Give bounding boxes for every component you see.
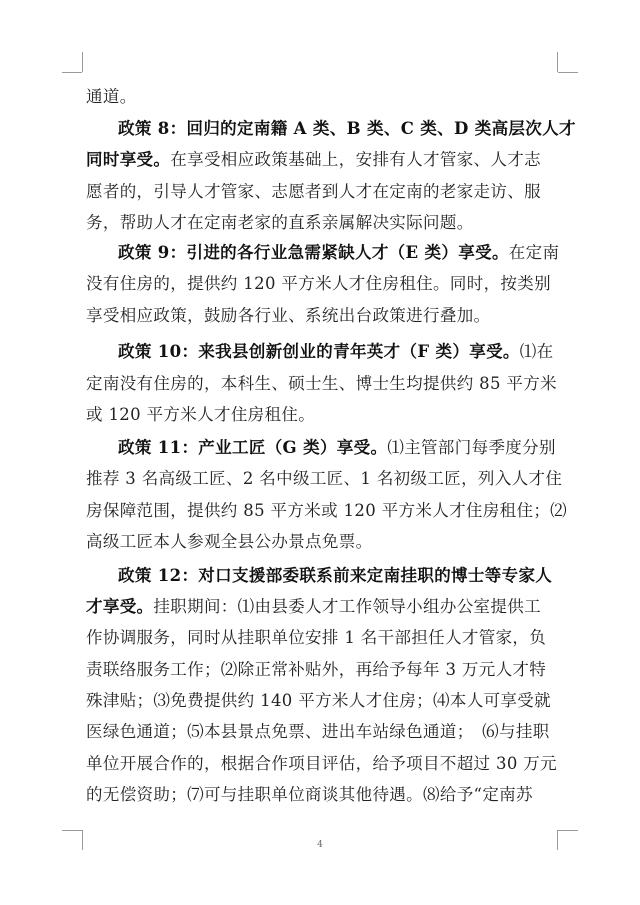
body-text-span: 房保障范围，提供约 85 平方米或 120 平方米人才住房租住；⑵ — [86, 501, 568, 520]
body-text-span: 作协调服务，同时从挂职单位安排 1 名干部担任人才管家，负 — [86, 628, 547, 647]
page-number: 4 — [317, 840, 323, 850]
body-text-span: 单位开展合作的，根据合作项目评估，给予项目不超过 30 万元 — [86, 754, 557, 773]
text-line — [86, 721, 556, 743]
body-text-span: 高级工匠本人参观全县公办景点免票。 — [86, 532, 373, 551]
body-text-span: 责联络服务工作；⑵除正常补贴外，再给予每年 3 万元人才特 — [86, 660, 547, 679]
body-text-span: 通道。 — [86, 87, 137, 106]
crop-mark-bottom-left-v — [82, 830, 83, 850]
body-text-span: ⑴主管部门每季度分别 — [387, 438, 556, 457]
body-text-span: 在享受相应政策基础上，安排有人才管家、人才志 — [170, 150, 541, 169]
text-line — [86, 273, 556, 295]
text-line — [86, 690, 556, 712]
bold-heading-text: 政策 9：引进的各行业急需紧缺人才（E 类）享受。 — [118, 243, 509, 262]
body-text-span: 推荐 3 名高级工匠、2 名中级工匠、1 名初级工匠，列入人才住 — [86, 469, 563, 488]
text-line — [86, 242, 588, 264]
text-line — [86, 86, 556, 108]
bold-heading-text: 政策 11：产业工匠（G 类）享受。 — [118, 438, 388, 457]
crop-mark-bottom-right-h — [558, 830, 578, 831]
body-text-span: 愿者的，引导人才管家、志愿者到人才在定南的老家走访、服 — [86, 182, 541, 201]
body-text-span: 殊津贴；⑶免费提供约 140 平方米人才住房；⑷本人可享受就 — [86, 691, 551, 710]
bold-heading-text: 政策 12：对口支援部委联系前来定南挂职的博士等专家人 — [118, 566, 553, 585]
bold-heading-text: 政策 8：回归的定南籍 A 类、B 类、C 类、D 类高层次人才 — [118, 119, 576, 138]
text-line — [86, 404, 556, 426]
text-line — [86, 500, 568, 522]
text-line — [86, 373, 556, 395]
text-line — [86, 659, 556, 681]
body-text-span: 享受相应政策，鼓励各行业、系统出台政策进行叠加。 — [86, 306, 491, 325]
bold-heading-text: 才享受。 — [86, 597, 154, 616]
text-line — [86, 596, 556, 618]
body-text-span: 的无偿资助；⑺可与挂职单位商谈其他待遇。⑻给予“定南苏 — [86, 785, 533, 804]
text-line — [86, 305, 556, 327]
crop-mark-top-right-v — [557, 52, 558, 72]
text-line — [86, 627, 556, 649]
crop-mark-top-right-h — [558, 72, 578, 73]
text-line — [86, 149, 556, 171]
body-text-span: 没有住房的，提供约 120 平方米人才住房租住。同时，按类别 — [86, 274, 551, 293]
bold-heading-text: 政策 10：来我县创新创业的青年英才（F 类）享受。 — [118, 342, 520, 361]
crop-mark-bottom-left-h — [62, 830, 82, 831]
text-line — [86, 753, 556, 775]
text-line — [86, 531, 556, 553]
text-line — [86, 437, 588, 459]
crop-mark-top-left-v — [82, 52, 83, 72]
body-text-span: 定南没有住房的，本科生、硕士生、博士生均提供约 85 平方米 — [86, 374, 557, 393]
body-text-span: 医绿色通道；⑸本县景点免票、进出车站绿色通道； ⑹与挂职 — [86, 722, 550, 741]
body-text-span: 在定南 — [508, 243, 560, 262]
text-line — [86, 118, 588, 140]
text-line — [86, 181, 556, 203]
bold-heading-text: 同时享受。 — [86, 150, 171, 169]
text-line — [86, 565, 588, 587]
text-line — [86, 212, 556, 234]
body-text-span: 务，帮助人才在定南老家的直系亲属解决实际问题。 — [86, 213, 474, 232]
text-line — [86, 341, 588, 363]
crop-mark-bottom-right-v — [557, 830, 558, 850]
body-text-span: 或 120 平方米人才住房租住。 — [86, 405, 316, 424]
body-text-span: ⑴在 — [519, 342, 554, 361]
crop-mark-top-left-h — [62, 72, 82, 73]
text-line — [86, 468, 563, 490]
body-text-span: 挂职期间：⑴由县委人才工作领导小组办公室提供工 — [153, 597, 541, 616]
text-line — [86, 784, 556, 806]
